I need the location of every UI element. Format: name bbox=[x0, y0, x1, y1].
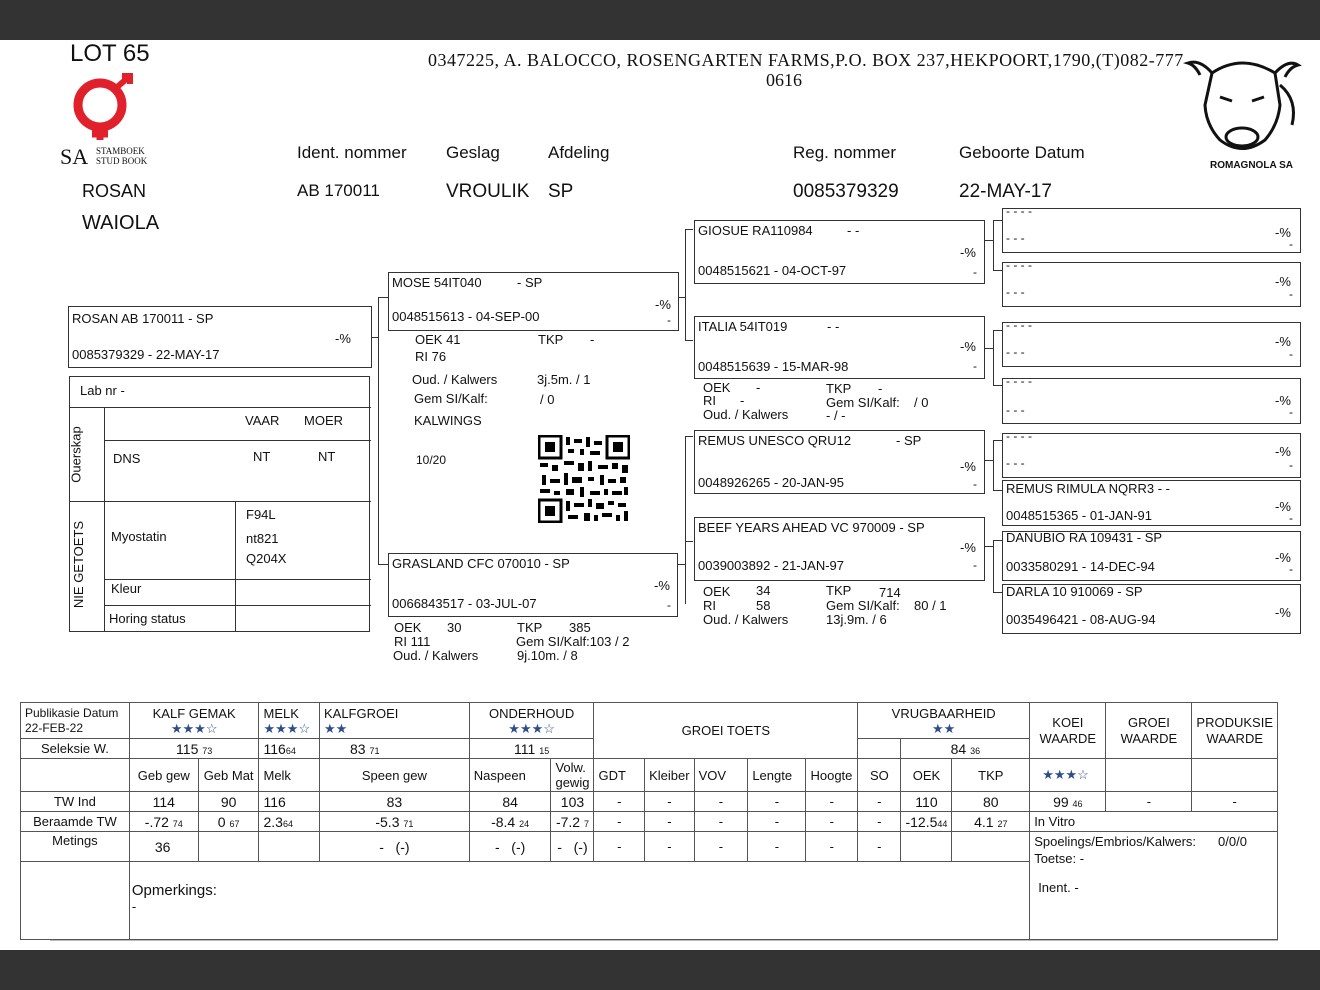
seleksie-melk-value: 116 bbox=[263, 740, 286, 757]
ber-kleiber: - bbox=[645, 812, 694, 832]
tw-gdt: - bbox=[594, 792, 645, 812]
sire-sire-reg: 0048515621 - 04-OCT-97 bbox=[698, 263, 847, 278]
gg2-mid: - - - bbox=[1006, 285, 1025, 299]
empty-header-cell bbox=[21, 759, 130, 792]
gg8-pct: -% bbox=[1275, 605, 1291, 620]
sire-dam-oud: Oud. / Kalwers bbox=[703, 407, 789, 422]
melk-stars: ★★★☆ bbox=[263, 720, 311, 736]
tw-groei: - bbox=[1106, 792, 1192, 812]
ber-oek-value: -12.5 bbox=[905, 813, 938, 830]
sire-dam-dash: - bbox=[973, 359, 977, 373]
seleksie-groei-value: 83 bbox=[349, 740, 366, 757]
ber-volw-acc: 7 bbox=[583, 818, 589, 829]
melk-label: MELK bbox=[263, 705, 299, 721]
tw-ind-label: TW Ind bbox=[21, 792, 130, 812]
col-hoogte: Hoogte bbox=[806, 759, 858, 792]
dam-sire-suffix: - SP bbox=[896, 433, 922, 448]
sire-dam-pct: -% bbox=[960, 339, 976, 354]
kalfgroei-header bbox=[319, 703, 469, 739]
ber-so: - bbox=[858, 812, 901, 832]
gg5-dash: - bbox=[1289, 458, 1293, 472]
met-vov: - bbox=[694, 832, 748, 862]
opmerkings-value: - bbox=[131, 899, 137, 914]
ber-melk-acc: 64 bbox=[282, 818, 293, 829]
dam-dam-reg: 0039003892 - 21-JAN-97 bbox=[698, 558, 844, 573]
gg5-pct: -% bbox=[1275, 444, 1291, 459]
performance-table bbox=[20, 702, 1278, 940]
kalfgroei-stars: ★★ bbox=[323, 720, 348, 736]
dns-label: DNS bbox=[113, 451, 141, 466]
met-tkp bbox=[952, 832, 1030, 862]
sire-kalwing-score: 10/20 bbox=[416, 453, 447, 467]
animal-box-reg: 0085379329 - 22-MAY-17 bbox=[72, 347, 220, 362]
in-vitro-label: In Vitro bbox=[1030, 812, 1278, 832]
sire-sire-name: GIOSUE RA110984 bbox=[698, 223, 813, 238]
seleksie-kalf-value: 115 bbox=[176, 740, 199, 757]
ber-tkp-value: 4.1 bbox=[974, 813, 994, 830]
sire-sire-box bbox=[694, 220, 985, 284]
ber-oek-acc: 44 bbox=[937, 818, 948, 829]
gg1-pct: -% bbox=[1275, 225, 1291, 240]
gg7-top: DANUBIO RA 109431 - SP bbox=[1006, 530, 1163, 545]
kalfgroei-label: KALFGROEI bbox=[323, 705, 399, 721]
gg7-dash: - bbox=[1289, 562, 1293, 576]
kleur-label: Kleur bbox=[111, 581, 142, 596]
dam-box bbox=[388, 553, 678, 617]
in-vitro-details bbox=[1030, 832, 1278, 940]
met-geb-gew: 36 bbox=[129, 832, 198, 862]
gg1-mid: - - - bbox=[1006, 231, 1025, 245]
met-naspeen: - (-) bbox=[469, 832, 551, 862]
met-kleiber: - bbox=[645, 832, 694, 862]
sire-dam-tkp-value: - bbox=[878, 381, 883, 396]
opmerkings-side-cell bbox=[21, 862, 130, 940]
met-speen: - (-) bbox=[319, 832, 469, 862]
myostatin-label: Myostatin bbox=[111, 529, 167, 544]
dam-sire-reg: 0048926265 - 20-JAN-95 bbox=[698, 475, 844, 490]
col-geb-gew: Geb gew bbox=[129, 759, 198, 792]
gg3-top: - - - - bbox=[1006, 318, 1032, 332]
dam-sire-box bbox=[694, 430, 985, 494]
animal-box-pct: -% bbox=[335, 331, 351, 346]
sire-tkp-value: - bbox=[590, 332, 595, 347]
col-so: SO bbox=[858, 759, 901, 792]
ber-tkp bbox=[952, 812, 1030, 832]
ber-geb-mat-acc: 67 bbox=[229, 818, 240, 829]
kalf-gemak-header bbox=[129, 703, 259, 739]
gg8-mid: 0035496421 - 08-AUG-94 bbox=[1006, 612, 1156, 627]
kalf-gemak-label: KALF GEMAK bbox=[152, 705, 236, 721]
dns-moer: NT bbox=[318, 449, 336, 464]
vrugbaarheid-label: VRUGBAARHEID bbox=[891, 705, 996, 721]
sire-dam-gem: Gem SI/Kalf: bbox=[826, 395, 900, 410]
seleksie-vrug-acc: 36 bbox=[970, 745, 981, 756]
groei-waarde-header: GROEI WAARDE bbox=[1106, 703, 1192, 759]
tw-lengte: - bbox=[748, 792, 806, 812]
col-vov: VOV bbox=[694, 759, 748, 792]
geboorte-label: Geboorte Datum bbox=[959, 143, 1085, 162]
great-grandparent-box-5 bbox=[1002, 429, 1301, 478]
romagnola-label: ROMAGNOLA SA bbox=[1210, 160, 1293, 171]
vrugbaarheid-header bbox=[858, 703, 1030, 739]
sire-pct: -% bbox=[655, 297, 671, 312]
tw-speen-gew: 83 bbox=[319, 792, 469, 812]
romagnola-logo bbox=[1180, 45, 1305, 175]
sire-sire-pct: -% bbox=[960, 245, 976, 260]
gg4-top: - - - - bbox=[1006, 374, 1032, 388]
great-grandparent-box-3 bbox=[1002, 318, 1301, 367]
ber-speen bbox=[319, 812, 469, 832]
dam-oud-value: 9j.10m. / 8 bbox=[517, 648, 578, 663]
sire-tkp: TKP bbox=[538, 332, 564, 347]
animal-box-name: ROSAN AB 170011 - SP bbox=[72, 311, 214, 326]
seleksie-vrug-value: 84 bbox=[950, 740, 967, 757]
beraamde-tw-row bbox=[21, 812, 1278, 832]
onderhoud-label: ONDERHOUD bbox=[488, 705, 575, 721]
lot-number: LOT 65 bbox=[70, 40, 150, 67]
seleksie-onderhoud bbox=[469, 739, 594, 759]
sire-dam-oek-value: - bbox=[756, 380, 761, 395]
tw-koei-acc: 46 bbox=[1072, 798, 1083, 809]
dam-dam-ri: RI bbox=[703, 598, 716, 613]
sire-dam-gem-value: / 0 bbox=[914, 395, 929, 410]
onderhoud-header bbox=[469, 703, 594, 739]
ber-hoogte: - bbox=[806, 812, 858, 832]
dam-dam-name: BEEF YEARS AHEAD VC 970009 - SP bbox=[698, 520, 925, 535]
beraamde-label: Beraamde TW bbox=[21, 812, 130, 832]
col-oek: OEK bbox=[901, 759, 952, 792]
tw-oek: 110 bbox=[901, 792, 952, 812]
sa-stud-book-logo bbox=[60, 70, 170, 170]
great-grandparent-box-4 bbox=[1002, 374, 1301, 424]
prod-stars-cell bbox=[1192, 759, 1278, 792]
sire-dam-ri: RI bbox=[703, 393, 716, 408]
great-grandparent-box-2 bbox=[1002, 258, 1301, 307]
gg8-top: DARLA 10 910069 - SP bbox=[1006, 584, 1143, 599]
ber-geb-gew bbox=[129, 812, 198, 832]
sire-dam-ri-value: - bbox=[740, 393, 745, 408]
met-lengte: - bbox=[748, 832, 806, 862]
myostatin-value-2: nt821 bbox=[246, 531, 279, 546]
seleksie-onderhoud-value: 111 bbox=[514, 740, 536, 757]
ber-oek bbox=[901, 812, 952, 832]
col-melk: Melk bbox=[259, 759, 320, 792]
gg4-mid: - - - bbox=[1006, 403, 1025, 417]
seleksie-kalf-acc: 73 bbox=[202, 745, 213, 756]
dam-dam-gem: Gem SI/Kalf: bbox=[826, 598, 900, 613]
myostatin-value-3: Q204X bbox=[246, 551, 287, 566]
great-grandparent-box-1 bbox=[1002, 204, 1301, 253]
tw-hoogte: - bbox=[806, 792, 858, 812]
lab-nr: Lab nr - bbox=[80, 383, 125, 398]
dam-oud: Oud. / Kalwers bbox=[393, 648, 479, 663]
tw-ind-row bbox=[21, 792, 1278, 812]
logo-studbook-text: STUD BOOK bbox=[96, 156, 148, 166]
dam-dam-tkp-value: 714 bbox=[879, 585, 901, 600]
dam-dam-oud: Oud. / Kalwers bbox=[703, 612, 789, 627]
sire-gem: Gem SI/Kalf: bbox=[414, 391, 488, 406]
gg4-pct: -% bbox=[1275, 393, 1291, 408]
gg7-mid: 0033580291 - 14-DEC-94 bbox=[1006, 559, 1155, 574]
col-kleiber: Kleiber bbox=[645, 759, 694, 792]
gg3-mid: - - - bbox=[1006, 345, 1025, 359]
geslag-label: Geslag bbox=[446, 143, 500, 162]
vaar-label: VAAR bbox=[245, 413, 280, 428]
dam-dam-oud-value: 13j.9m. / 6 bbox=[826, 612, 887, 627]
met-hoogte: - bbox=[806, 832, 858, 862]
sire-dam-tkp: TKP bbox=[826, 381, 852, 396]
groei-stars-cell bbox=[1106, 759, 1192, 792]
animal-box bbox=[68, 306, 372, 368]
pub-date-label: Publikasie Datum bbox=[25, 705, 119, 720]
tw-geb-mat: 90 bbox=[198, 792, 259, 812]
col-gdt: GDT bbox=[594, 759, 645, 792]
dam-dam-oek-value: 34 bbox=[756, 583, 771, 598]
gg2-dash: - bbox=[1289, 287, 1293, 301]
met-gdt: - bbox=[594, 832, 645, 862]
opmerkings-cell bbox=[129, 862, 1029, 940]
dam-dam-ri-value: 58 bbox=[756, 598, 771, 613]
great-grandparent-box-7 bbox=[1002, 531, 1301, 581]
sire-dam-suffix: - - bbox=[827, 319, 840, 334]
gg1-top: - - - - bbox=[1006, 204, 1032, 218]
seleksie-kalf bbox=[129, 739, 259, 759]
footer-rule bbox=[50, 940, 1278, 941]
spoelings-label: Spoelings/Embrios/Kalwers: bbox=[1034, 834, 1197, 849]
sire-oud: Oud. / Kalwers bbox=[412, 372, 498, 387]
ber-naspeen-value: -8.4 bbox=[491, 813, 516, 830]
ber-melk-value: 2.3 bbox=[263, 813, 283, 830]
dns-vaar: NT bbox=[253, 449, 271, 464]
sire-sire-suffix: - - bbox=[847, 223, 860, 238]
col-lengte: Lengte bbox=[748, 759, 806, 792]
qr-code-icon bbox=[538, 435, 630, 523]
ber-speen-value: -5.3 bbox=[375, 813, 400, 830]
pub-date-value: 22-FEB-22 bbox=[25, 720, 84, 735]
myostatin-value-1: F94L bbox=[246, 507, 276, 522]
tw-vov: - bbox=[694, 792, 748, 812]
dam-sire-pct: -% bbox=[960, 459, 976, 474]
met-geb-mat bbox=[198, 832, 259, 862]
met-oek bbox=[901, 832, 952, 862]
met-melk bbox=[259, 832, 320, 862]
great-grandparent-box-8 bbox=[1002, 584, 1301, 634]
ber-speen-acc: 71 bbox=[403, 818, 414, 829]
gg3-pct: -% bbox=[1275, 334, 1291, 349]
gg1-dash: - bbox=[1289, 237, 1293, 251]
afdeling-label: Afdeling bbox=[548, 143, 610, 162]
dam-dam-pct: -% bbox=[960, 540, 976, 555]
dam-oek-value: 30 bbox=[447, 620, 462, 635]
gg4-dash: - bbox=[1289, 405, 1293, 419]
cow-head-icon bbox=[1180, 45, 1305, 160]
sire-sire-dash: - bbox=[973, 265, 977, 279]
melk-header bbox=[259, 703, 320, 739]
vrugbaarheid-stars: ★★ bbox=[932, 720, 956, 736]
tw-koei-value: 99 bbox=[1053, 793, 1069, 810]
breeder-line1: 0347225, A. BALOCCO, ROSENGARTEN FARMS,P.O. BOX 237,HEKPOORT,1790,(T)082-777 bbox=[428, 50, 1184, 70]
seleksie-melk bbox=[259, 739, 320, 759]
qr-code[interactable] bbox=[538, 435, 630, 523]
tw-volw-gewig: 103 bbox=[551, 792, 594, 812]
dam-sire-dash: - bbox=[973, 477, 977, 491]
gg2-pct: -% bbox=[1275, 274, 1291, 289]
koei-waarde-header: KOEI WAARDE bbox=[1030, 703, 1106, 759]
tw-tkp: 80 bbox=[952, 792, 1030, 812]
ber-geb-mat bbox=[198, 812, 259, 832]
geboorte-value: 22-MAY-17 bbox=[959, 181, 1052, 202]
spoelings-value: 0/0/0 bbox=[1218, 834, 1247, 849]
sire-dash: - bbox=[667, 313, 671, 327]
dam-pct: -% bbox=[654, 578, 670, 593]
ber-volw bbox=[551, 812, 594, 832]
ident-label: Ident. nommer bbox=[297, 143, 407, 162]
sire-dam-box bbox=[694, 316, 985, 379]
onderhoud-stars: ★★★☆ bbox=[508, 720, 555, 736]
tw-geb-gew: 114 bbox=[129, 792, 198, 812]
dam-dam-oek: OEK bbox=[703, 584, 731, 599]
seleksie-groei-acc: 71 bbox=[369, 745, 380, 756]
metings-label: Metings bbox=[21, 832, 130, 862]
sire-dam-oek: OEK bbox=[703, 380, 731, 395]
ber-volw-value: -7.2 bbox=[555, 813, 581, 830]
dam-dam-gem-value: 80 / 1 bbox=[914, 598, 947, 613]
sire-box bbox=[388, 272, 679, 331]
gg5-mid: - - - bbox=[1006, 456, 1025, 470]
sire-oek: OEK 41 bbox=[415, 332, 461, 347]
sire-dam-name: ITALIA 54IT019 bbox=[698, 319, 788, 334]
horing-label: Horing status bbox=[109, 611, 186, 626]
opmerkings-label: Opmerkings: bbox=[131, 882, 217, 899]
reg-label: Reg. nommer bbox=[793, 143, 896, 162]
nie-getoets-label: NIE GETOETS bbox=[71, 520, 87, 609]
afdeling-value: SP bbox=[548, 181, 574, 202]
dam-dam-tkp: TKP bbox=[826, 583, 852, 598]
tw-so: - bbox=[858, 792, 901, 812]
sire-dam-reg: 0048515639 - 15-MAR-98 bbox=[698, 359, 849, 374]
column-header-row bbox=[21, 759, 1278, 792]
moer-label: MOER bbox=[304, 413, 343, 428]
dam-reg: 0066843517 - 03-JUL-07 bbox=[392, 596, 537, 611]
produksie-waarde-header: PRODUKSIE WAARDE bbox=[1192, 703, 1278, 759]
col-volw-gewig: Volw. gewig bbox=[551, 759, 594, 792]
top-bar bbox=[0, 0, 1320, 40]
groei-toets-header: GROEI TOETS bbox=[594, 703, 858, 759]
dam-gem: Gem SI/Kalf:103 / 2 bbox=[516, 634, 630, 649]
seleksie-onderhoud-acc: 15 bbox=[539, 745, 550, 756]
met-volw: - (-) bbox=[551, 832, 594, 862]
sire-ri: RI 76 bbox=[415, 349, 447, 364]
gg6-mid: 0048515365 - 01-JAN-91 bbox=[1006, 508, 1152, 523]
logo-stamboek-text: STAMBOEK bbox=[96, 146, 145, 156]
tw-prod: - bbox=[1192, 792, 1278, 812]
col-naspeen: Naspeen bbox=[469, 759, 551, 792]
ber-melk bbox=[259, 812, 320, 832]
koei-stars: ★★★☆ bbox=[1030, 759, 1106, 792]
gg6-top: REMUS RIMULA NQRR3 - - bbox=[1006, 481, 1170, 496]
sire-kalwings: KALWINGS bbox=[414, 413, 482, 428]
bottom-bar bbox=[0, 950, 1320, 990]
gg3-dash: - bbox=[1289, 347, 1293, 361]
sire-dam-oud-value: - / - bbox=[826, 408, 846, 423]
tw-koei bbox=[1030, 792, 1106, 812]
ber-geb-mat-value: 0 bbox=[217, 813, 226, 830]
dam-ri: RI 111 bbox=[394, 634, 431, 649]
col-tkp: TKP bbox=[952, 759, 1030, 792]
dam-tkp: TKP bbox=[517, 620, 543, 635]
ident-value: AB 170011 bbox=[297, 181, 380, 200]
breeder-line2: 0616 bbox=[766, 70, 802, 90]
ouerskap-label: Ouerskap bbox=[68, 426, 84, 483]
metings-row bbox=[21, 832, 1278, 862]
lab-section bbox=[69, 376, 370, 632]
seleksie-groei bbox=[319, 739, 469, 759]
seleksie-label: Seleksie W. bbox=[21, 739, 130, 759]
dam-oek: OEK bbox=[394, 620, 422, 635]
dam-tkp-value: 385 bbox=[569, 620, 591, 635]
ber-naspeen-acc: 24 bbox=[519, 818, 530, 829]
gg7-pct: -% bbox=[1275, 550, 1291, 565]
kalf-gemak-stars: ★★★☆ bbox=[170, 720, 218, 736]
sire-reg: 0048515613 - 04-SEP-00 bbox=[392, 309, 540, 324]
inent-label: Inent. - bbox=[1038, 880, 1079, 895]
sire-gem-value: / 0 bbox=[540, 392, 555, 407]
ber-tkp-acc: 27 bbox=[997, 818, 1008, 829]
pub-date-cell bbox=[21, 703, 130, 739]
tw-kleiber: - bbox=[645, 792, 694, 812]
ber-lengte: - bbox=[748, 812, 806, 832]
tw-melk: 116 bbox=[259, 792, 320, 812]
met-so: - bbox=[858, 832, 901, 862]
seleksie-vrug bbox=[901, 739, 1030, 759]
tw-naspeen: 84 bbox=[469, 792, 551, 812]
ber-naspeen bbox=[469, 812, 551, 832]
great-grandparent-box-6 bbox=[1002, 480, 1301, 526]
ber-vov: - bbox=[694, 812, 748, 832]
gg2-top: - - - - bbox=[1006, 258, 1032, 272]
gg6-pct: -% bbox=[1275, 499, 1291, 514]
seleksie-melk-acc: 64 bbox=[285, 745, 296, 756]
dam-dash: - bbox=[667, 598, 671, 612]
dam-sire-name: REMUS UNESCO QRU12 bbox=[698, 433, 852, 448]
seleksie-so bbox=[858, 739, 901, 759]
reg-value: 0085379329 bbox=[793, 181, 899, 202]
ber-geb-gew-value: -.72 bbox=[144, 813, 169, 830]
dam-name: GRASLAND CFC 070010 - SP bbox=[392, 556, 570, 571]
col-speen-gew: Speen gew bbox=[319, 759, 469, 792]
dam-dam-dash: - bbox=[973, 558, 977, 572]
geslag-value: VROULIK bbox=[446, 181, 530, 202]
sire-suffix: - SP bbox=[517, 275, 543, 290]
sire-name: MOSE 54IT040 bbox=[392, 275, 482, 290]
sire-oud-value: 3j.5m. / 1 bbox=[537, 372, 591, 387]
ber-geb-gew-acc: 74 bbox=[172, 818, 183, 829]
col-geb-mat: Geb Mat bbox=[198, 759, 259, 792]
toetse-label: Toetse: - bbox=[1034, 851, 1085, 866]
ber-gdt: - bbox=[594, 812, 645, 832]
animal-name-2: WAIOLA bbox=[82, 212, 160, 234]
dam-dam-box bbox=[694, 517, 985, 581]
gg6-dash: - bbox=[1289, 511, 1293, 525]
logo-sa-text: SA bbox=[60, 144, 89, 169]
gg5-top: - - - - bbox=[1006, 429, 1032, 443]
animal-name-1: ROSAN bbox=[82, 181, 147, 201]
